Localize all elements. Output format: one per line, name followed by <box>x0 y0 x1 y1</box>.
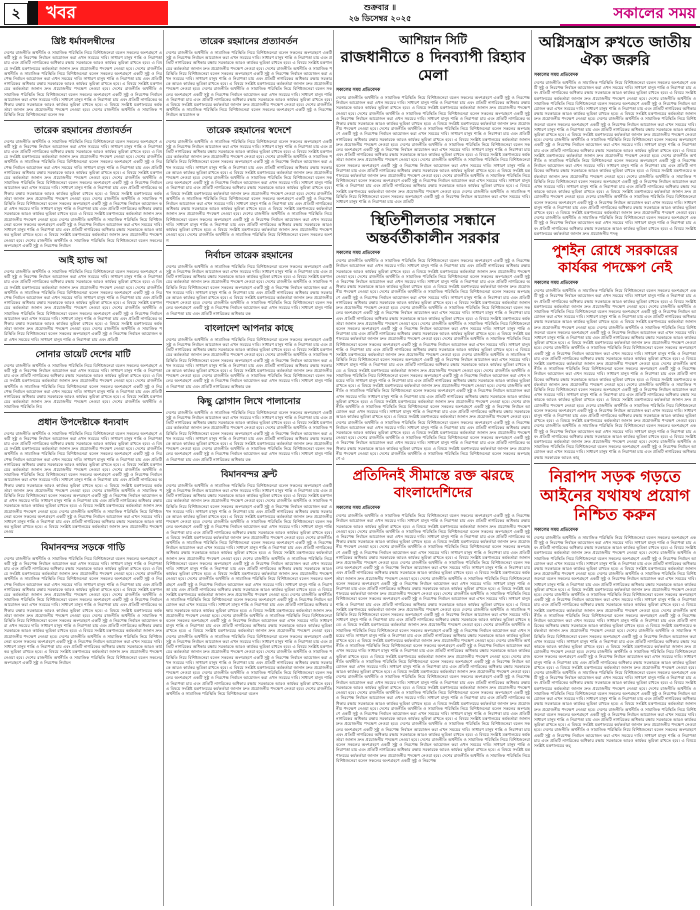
article-body: দেশের রাজনীতি অর্থনীতি ও সামাজিক পরিস্থিতি নিয়ে বিশিষ্টজনেরা বলেন সকলের অংশগ্রহণে একটি সুষ্ঠু ও নিরপেক্ষ নির্বাচন আয়োজন করা এখন সময়ের দাবি। সাধারণ মানুষ শান্তি ও নিরাপত্তা চায় এবং প্রতিটি নাগরিকের অধিকার রক্ষায় সরকারকে আরও কার্যকর ভূমিকা রাখতে হবে। এ বিষয়ে সংশ্লিষ্ট মন্ত্রণালয়ের কর্মকর্তারা জানান দ্রুত প্রয়োজনীয় পদক্ষেপ নেওয়া হবে। দেশের রাজনীতি অর্থনীতি ও সামাজিক পরিস্থিতি নিয়ে বিশিষ্টজনেরা বলেন সকলের অংশগ্রহণে একটি সুষ্ঠু ও নিরপেক্ষ নির্বাচন আয়োজন করা এখন সময়ের দাবি। সাধারণ মানুষ শান্তি ও নিরাপত্তা চায় এবং প্রতিটি নাগরিকের অধিকার রক্ষায় সরকারকে আরও কার্যকর ভূমিকা রাখতে হবে। এ বিষয়ে সংশ্লিষ্ট মন্ত্রণালয়ের কর্মকর্তারা জানান দ্রুত প্রয়োজনীয় পদক্ষেপ নেওয়া হবে। দেশের রাজনীতি অর্থনীতি ও সামাজিক পরিস্থিতি নিয়ে বিশিষ্টজনেরা বলেন সকলের অংশগ্রহণে একটি সুষ্ঠু ও নিরপেক্ষ নির্বাচন আয়োজন করা এখন সময়ের দাবি। সাধারণ মানুষ শান্তি ও নিরাপত্তা চায় এবং প্রতিটি নাগরিকের অধিকার রক <box>166 336 332 389</box>
date-full: ২৬ ডিসেম্বর ২০২৫ <box>348 14 412 23</box>
article-byline: সকালের সময় প্রতিবেদক <box>336 506 381 512</box>
section-corner <box>28 1 38 25</box>
article-headline[interactable]: তারেক রহমানের প্রত্যাবর্তন <box>200 37 298 47</box>
article-body: দেশের রাজনীতি অর্থনীতি ও সামাজিক পরিস্থিতি নিয়ে বিশিষ্টজনেরা বলেন সকলের অংশগ্রহণে একটি সুষ্ঠু ও নিরপেক্ষ নির্বাচন আয়োজন করা এখন সময়ের দাবি। সাধারণ মানুষ শান্তি ও নিরাপত্তা চায় এবং প্রতিটি নাগরিকের অধিকার রক্ষায় সরকারকে আরও কার্যকর ভূমিকা রাখতে হবে। এ বিষয়ে সংশ্লিষ্ট মন্ত্রণালয়ের কর্মকর্তারা জানান দ্রুত প্রয়োজনীয় পদক্ষেপ নেওয়া হবে। দেশের রাজনীতি অর্থনীতি ও সামাজিক পরিস্থিতি নিয়ে বিশিষ্টজনেরা বলেন সকলের অংশগ্রহণে একটি সুষ্ঠু ও নিরপেক্ষ নির্বাচন আয়োজন করা এখন সময়ের দাবি। সাধারণ মানুষ শান্তি ও নিরাপত্তা চায় এবং প্রতিটি নাগরিকের অধিকার রক্ষায় সরকারকে আরও কার্যকর ভূমিকা রাখতে হবে। এ বিষয়ে সংশ্লিষ্ট মন্ত্রণালয়ের কর্মকর্তারা জানান দ্রুত প্রয়োজনীয় পদক্ষেপ নেওয়া হবে। দেশের রাজনীতি অর্থনীতি ও সামাজিক পরিস্থিতি নিয়ে বিশিষ্টজনেরা বলেন সকলের অংশগ্রহণে একটি সুষ্ঠু ও নিরপেক্ষ নির্বাচন আয়োজন করা এখন সময়ের দাবি। সাধারণ মানুষ শান্তি ও নিরাপত্তা চায় এবং প্রতিটি নাগরিকের অধিকার রক্ষায় সরকারকে আরও কার্যকর ভূমিকা রাখতে হবে। এ বিষয়ে সংশ্লিষ্ট মন্ত্রণালয়ের কর্মকর্তারা জানান দ্রুত প্রয়োজনীয় পদক্ষেপ নেওয়া হবে। দেশের রাজনীতি অর্থনীতি ও সামাজিক পরিস্থিতি নিয়ে বিশিষ্টজনেরা বলেন সকলের অংশগ্রহণে একটি সুষ্ঠু ও নিরপেক্ষ নির্বাচন আয়োজন করা এখন সময়ের দাবি। সাধারণ মানুষ শান্তি ও নিরাপত্তা চায় এবং প্রতিটি নাগরিকের অধিকার রক্ষায় সরকারকে আরও কার্যকর ভূমিকা রাখতে হবে। এ বিষয়ে সংশ্লিষ্ট মন্ত্রণালয়ের কর্মকর্তারা জানান দ্রুত প্রয়োজনীয় পদক্ষেপ নেওয়া হবে। দেশের রাজনীতি অর্থনীতি ও সামাজিক পরিস্থিতি নিয়ে বিশিষ্টজনেরা বলেন সকলের অংশগ্রহণে একটি সুষ্ঠু ও নিরপেক্ষ নির্বাচন আয়োজন করা এখন সময়ের দাবি। সাধারণ মানুষ শান্তি ও নিরাপত্তা চায় এবং প্রতিটি নাগরিকের অধিকার রক্ষায় সরকারকে আরও কার্যকর ভূমিকা রাখতে হবে। এ বিষয়ে সংশ্লিষ্ট মন্ত্রণালয়ের কর্মকর্তারা জানান দ্রুত প্রয়োজনীয় পদক্ষেপ নেওয়া হবে। দেশের রাজনীতি অর্থনীতি ও সামাজিক পরিস্থিতি নিয়ে বিশিষ্টজনেরা বলেন সকলের অংশগ্রহণে একটি সুষ্ঠু ও নিরপেক্ষ নির্বাচন আয়োজন করা এখন সময়ের দাবি। সাধারণ মানুষ শান্তি ও নিরাপত্তা চায় এবং প্রতিটি নাগরিকের অধিকার রক্ষায় সরকারকে আরও কার্যকর ভূমিকা রাখতে হবে। এ বিষয়ে সংশ্লিষ্ট মন্ত্রণালয়ের কর্মকর্তারা জানান দ্রুত প্রয়োজনীয় পদক্ষেপ নেওয়া হবে। দেশের রাজনীতি অর্থনীতি ও সামাজিক পরিস্থিতি নিয়ে বিশিষ্টজনেরা বলেন সকলের অংশগ্রহণে একটি সুষ্ঠু ও নিরপেক্ষ নির্বাচন আয়োজন করা এখন সময়ের দাবি। সাধারণ মানুষ শান্তি ও নিরাপত্তা চায় এবং প্রতিটি নাগরিকের অধিকার রক্ষায় সরকারকে আরও কার্যকর ভূমিকা রাখতে হবে। এ বিষয়ে সংশ্লিষ্ট মন্ত্রণালয়ের কর্মকর্তারা জানান দ্রুত প্রয়োজনীয় পদক্ষেপ নেওয়া হবে। দেশের রাজনীতি অর্থনীতি ও সামাজিক পরিস্থিতি নিয়ে বিশিষ্টজনেরা বলেন সকলের অংশগ্রহণে একটি সুষ্ঠু ও নিরপেক্ষ নির্বাচন আয়োজন করা এখন সময়ের দাবি। সাধারণ মানুষ শান্তি ও নিরাপত্তা চায় এবং প্রতিটি নাগরিকের অধিকার রক্ষায় সরকারকে আরও কার্যকর ভূমিকা রাখতে হবে। এ বিষয়ে সংশ্লিষ্ট মন্ত্রণালয়ের কর্মকর্তারা জানান দ্রুত প্রয়োজনীয় পদক্ষেপ নেওয়া হবে। দেশের রাজনীতি অর্থনীতি ও সামাজিক পরিস্থিতি নিয়ে বিশিষ্টজনেরা বলেন সকলের অংশগ্রহণে একটি সুষ্ঠু ও নিরপেক্ষ নির্বাচন আয়োজন করা এখন সময়ের দাবি। সাধারণ মানুষ শান্তি ও নিরাপত্তা চায় এবং প্রতিটি নাগরিকের অধিকার রক্ষায় সরকারকে আরও কার্যকর ভূমিকা রাখতে হবে। এ বিষয়ে সংশ্লিষ্ট মন্ত্রণালয়ের কর্মকর্তারা জানান দ্রুত প্রয়োজনীয় পদক্ষেপ নেওয়া হবে। দেশের রাজনীতি অর্থনীতি ও সামাজিক পরিস্থিতি নিয়ে বিশিষ্টজনেরা বলেন সকলের অংশগ্রহণে একটি সুষ্ঠু ও নিরপেক্ষ নির্বাচন আয়োজন করা এখন সময়ের দাবি। সাধারণ মানুষ শান্তি ও নিরাপত্তা চায় এবং প্রতিটি নাগরিকের অধিকার রক্ষায় সরকারকে আরও কার্যকর ভূমিকা রাখতে হবে। এ বিষয়ে সংশ্লিষ্ট মন্ত্রণালয়ের কর্মকর্তারা জানান দ্রুত প্রয়োজনীয় পদক্ষেপ নেওয়া হবে। দেশের রাজনীতি অর্থনীতি ও সামাজিক পরিস্থিতি নিয়ে বিশিষ্টজনেরা বলেন সকলের অংশগ্রহণে একটি সুষ্ঠু ও নিরপেক্ষ নির্বাচন আয়োজন করা এখন সময়ের দাবি। সাধারণ মানুষ শান্তি ও নিরাপত্তা চায় এবং প্রতিটি নাগরিকের অধিকার রক্ষায় সরকারকে আরও কার্যকর ভূমিকা রাখতে হবে। এ বিষয়ে সংশ্লিষ্ট মন্ত্রণালয়ের কর্মকর্তারা জানান দ্রুত প্রয়োজনীয় পদক্ষেপ নেওয়া হবে। দেশের রাজনীতি অর্থনীতি ও সামাজিক পরিস্থিতি নিয়ে বিশিষ্টজনেরা বলেন <box>166 482 332 696</box>
page-number: ২ <box>4 3 28 25</box>
column-1 <box>4 30 162 906</box>
article-headline[interactable]: অগ্নিসন্ত্রাস রুখতে জাতীয় ঐক্য জরুরি <box>538 33 692 69</box>
article-body: দেশের রাজনীতি অর্থনীতি ও সামাজিক পরিস্থিতি নিয়ে বিশিষ্টজনেরা বলেন সকলের অংশগ্রহণে একটি সুষ্ঠু ও নিরপেক্ষ নির্বাচন আয়োজন করা এখন সময়ের দাবি। সাধারণ মানুষ শান্তি ও নিরাপত্তা চায় এবং প্রতিটি নাগরিকের অধিকার রক্ষায় সরকারকে আরও কার্যকর ভূমিকা রাখতে হবে। এ বিষয়ে সংশ্লিষ্ট মন্ত্রণালয়ের কর্মকর্তারা জানান দ্রুত প্রয়োজনীয় পদক্ষেপ নেওয়া হবে। দেশের রাজনীতি অর্থনীতি ও সামাজিক পরিস্থিতি নিয়ে বিশিষ্টজনেরা বলেন সকলের অংশগ্রহণে একটি সুষ্ঠু ও নিরপেক্ষ নির্বাচন আয়োজন করা এখন সময়ের দাবি। সাধারণ মানুষ শান্তি ও নিরাপত্তা চায় এবং প্রতিটি নাগরিকের অধিকার রক্ষায় সরকারকে আরও কার্যকর ভূমিকা রাখতে হবে। এ বিষয়ে সংশ্লিষ্ট মন্ত্রণালয়ের কর্মকর্তারা জানান দ্রুত প্রয়োজনীয় পদক্ষেপ নেওয়া হবে। দেশের রাজনীতি অর্থনীতি ও সামাজিক পরিস্থিতি নিয়ে বিশিষ্টজনেরা বলেন সকলের অংশগ্রহণে একটি সুষ্ঠু ও নিরপেক্ষ নির্বাচন আয়োজন করা এখন সময়ের দাবি। সাধারণ মানুষ শান্তি ও নিরাপত্তা চায় এবং প্রতিটি নাগরিকের অধিকার রক্ষায় সরকারকে আরও কার্যকর ভূমিকা রাখতে হবে। এ বিষয়ে সংশ্লিষ্ট মন্ত্রণালয়ের কর্মকর্তারা জানান দ্রুত প্রয়োজনীয় পদক্ষেপ নেওয়া হবে। দেশের রাজনীতি অর্থনীতি ও সামাজিক পরিস্থিতি নিয়ে বিশিষ্টজনেরা বলেন সকলের অংশগ্রহণে একটি সুষ্ঠু ও নিরপেক্ষ নির্বাচন আয়োজন করা এখন সময়ের দাবি। সাধারণ মানুষ শান্তি ও নিরাপত্তা চায় এবং প্রতিটি নাগরিকের অধিকার রক্ষায় সরকারকে আরও কার্যকর ভূমিকা রাখতে হবে। এ বিষয়ে সংশ্লিষ্ট মন্ত্রণালয়ের কর্মকর্তারা জানান দ্রুত প্রয়োজনীয় পদক্ষেপ নেওয়া হবে। দেশের রাজনীতি অর্থনীতি ও সামাজিক পরিস্থিতি নিয়ে বিশিষ্টজনেরা বলেন সকলের অংশগ্রহণে একটি সুষ্ঠু ও নিরপেক্ষ নির্বাচন আয়োজন করা এখন সময়ের দাবি। সাধারণ মানুষ শান্তি ও নিরাপত্তা চায় এবং প্রতিটি নাগরিকের অধিকার রক্ষায় সরকারকে আরও কার্যকর ভূমিকা রাখতে হবে। এ বিষয়ে সংশ্লিষ্ট মন্ত্রণালয়ের কর্মকর্তারা জানান দ্রুত প্রয়োজনীয় পদক্ষেপ নেওয়া হবে। দেশের রাজনীতি অর্থনীতি ও সামাজিক পরিস্থিতি নিয়ে বিশিষ্টজনেরা বলেন সকলের অংশগ্রহণে একটি সুষ্ঠু ও নিরপেক্ষ নির্বাচন আয়োজন করা এখন সময়ের দাবি। সাধারণ মানুষ শান্তি ও নিরাপত্তা চায় এবং প্রতিটি নাগরিকের অধিকার রক্ষায় সরকারকে আরও কার্যকর ভূমিকা রাখতে হবে। এ বিষয়ে সংশ্লিষ্ট মন্ত্রণালয়ের কর্মকর্তারা জানান দ্রুত প্রয়োজনীয় পদক্ষেপ নেওয়া হবে। দেশের রাজনীতি অর্থনীতি ও সামাজিক পরিস্থিতি নিয়ে বিশিষ্টজনেরা বলেন সকলের অংশগ্রহণে একটি সুষ্ঠু ও নিরপেক্ষ নির্বাচন আয়োজন করা এখন সময়ের দাবি। সাধারণ মানুষ শান্তি ও নিরাপত্তা চায় এবং প্রতিটি নাগরিকের অধিকার রক্ষায় সরকারকে আরও কার্যকর ভূমিকা রাখতে হবে। এ বিষয়ে সংশ্লিষ্ট মন্ত্রণালয়ের কর্মকর্তারা জানান দ্রুত প্রয়োজনীয় পদক্ষেপ নেওয়া হবে। দেশের রাজনীতি অর্থনীতি ও সামাজিক পরিস্থিতি নিয়ে বিশিষ্টজনেরা বলেন সকলের অংশগ্রহণে একটি সুষ্ঠু ও নিরপেক্ষ নির্বাচন আয়োজন করা এখন সময়ের দাবি। সাধারণ মানুষ শান্তি ও নিরাপত্তা চায় এবং প্রতিটি নাগরিকের অধিকার রক্ষায় সরকারকে আরও কার্যকর ভূমিকা রাখতে হবে। এ বিষয়ে সংশ্লিষ্ট মন্ত্রণালয়ের কর্মকর্তারা জানান দ্রুত প্রয়োজনীয় পদক্ষেপ নেওয়া হবে। দেশের রাজনীতি অর্থনীতি ও সামাজিক পরিস্থিতি নিয়ে বিশিষ্টজনেরা বলেন সকলের অংশগ্রহণে একটি সুষ্ঠু ও নিরপেক্ষ নির্বাচন আয়োজন করা এখন সময়ের দাবি। সাধারণ মানুষ শান্তি ও নিরাপত্তা চায় এবং প্রতিটি নাগরিকের অধিকার রক্ষায় সরকারকে আরও কার্ <box>534 288 696 460</box>
article-body: দেশের রাজনীতি অর্থনীতি ও সামাজিক পরিস্থিতি নিয়ে বিশিষ্টজনেরা বলেন সকলের অংশগ্রহণে একটি সুষ্ঠু ও নিরপেক্ষ নির্বাচন আয়োজন করা এখন সময়ের দাবি। সাধারণ মানুষ শান্তি ও নিরাপত্তা চায় এবং প্রতিটি নাগরিকের অধিকার রক্ষায় সরকারকে আরও কার্যকর ভূমিকা রাখতে হবে। এ বিষয়ে সংশ্লিষ্ট মন্ত্রণালয়ের কর্মকর্তারা জানান দ্রুত প্রয়োজনীয় পদক্ষেপ নেওয়া হবে। দেশের রাজনীতি অর্থনীতি ও সামাজিক পরিস্থিতি নিয়ে বিশিষ্টজনেরা বলেন সকলের অংশগ্রহণে একটি সুষ্ঠু ও নিরপেক্ষ নির্বাচন আয়োজন করা এখন সময়ের দাবি। সাধারণ মানুষ শান্তি ও নিরাপত্তা চায় এবং প্রতিটি নাগরিকের অধিকার রক্ষায় সরকারকে আরও কার্যকর ভূমিকা রাখতে হবে। এ বিষয়ে সংশ্লিষ্ট মন্ত্রণালয়ের কর্মকর্তারা জানান দ্রুত প্রয়োজনীয় পদক্ষেপ নেওয়া হবে। দেশের রাজনীতি অর্থনীতি ও সামাজিক পরিস্থিতি নিয <box>4 362 162 410</box>
article-headline[interactable]: সোনার ডায়েট দেশের মাটি <box>4 344 162 362</box>
article-body: দেশের রাজনীতি অর্থনীতি ও সামাজিক পরিস্থিতি নিয়ে বিশিষ্টজনেরা বলেন সকলের অংশগ্রহণে একটি সুষ্ঠু ও নিরপেক্ষ নির্বাচন আয়োজন করা এখন সময়ের দাবি। সাধারণ মানুষ শান্তি ও নিরাপত্তা চায় এবং প্রতিটি নাগরিকের অধিকার রক্ষায় সরকারকে আরও কার্যকর ভূমিকা রাখতে হবে। এ বিষয়ে সংশ্লিষ্ট মন্ত্রণালয়ের কর্মকর্তারা জানান দ্রুত প্রয়োজনীয় পদক্ষেপ নেওয়া হবে। দেশের রাজনীতি অর্থনীতি ও সামাজিক পরিস্থিতি নিয়ে বিশিষ্টজনেরা বলেন সকলের অংশগ্রহণে একটি সুষ্ঠু ও নিরপেক্ষ নির্বাচন আয়োজন করা এখন সময়ের দাবি। সাধারণ মানুষ শান্তি ও নিরাপত্তা চায় এবং প্রতিটি নাগরিকের অধিকার রক্ষায় সরকারকে আরও কার্যকর ভূমিকা রাখতে হবে। এ বিষয়ে সংশ্লিষ্ট মন্ত্রণালয়ের কর্মকর্তারা জানান দ্রুত প্রয়োজনীয় পদক্ষেপ নেওয়া হবে। দেশের রাজনীতি অর্থনীতি ও সামাজিক পরিস্থিতি নিয়ে বিশিষ্টজনেরা বলেন সকলের অংশগ্রহণে একটি সুষ্ঠু ও নিরপেক্ষ নির্বাচন আয়োজন করা এখন সময়ের দাবি। সাধারণ মানুষ শান্তি ও নিরাপত্তা চায় এবং প্রতিটি নাগরিকের অধিকার রক্ষায় সরকারকে আরও কার্যকর ভূমিকা রাখতে হবে। এ বিষয়ে সংশ্লিষ্ট মন্ত্রণালয়ের কর্মকর্তারা জানান দ্রুত প্রয়োজনীয় পদক্ষেপ নেওয়া হবে। দেশের রাজনীতি অর্থনীতি ও সামাজিক পরিস্থিতি নিয়ে বিশিষ্টজনেরা বলেন সক <box>4 50 162 118</box>
article-headline[interactable]: বাংলাদেশ আপনার কাছে <box>166 318 332 336</box>
article-body: দেশের রাজনীতি অর্থনীতি ও সামাজিক পরিস্থিতি নিয়ে বিশিষ্টজনেরা বলেন সকলের অংশগ্রহণে একটি সুষ্ঠু ও নিরপেক্ষ নির্বাচন আয়োজন করা এখন সময়ের দাবি। সাধারণ মানুষ শান্তি ও নিরাপত্তা চায় এবং প্রতিটি নাগরিকের অধিকার রক্ষায় সরকারকে আরও কার্যকর ভূমিকা রাখতে হবে। এ বিষয়ে সংশ্লিষ্ট মন্ত্রণালয়ের কর্মকর্তারা জানান দ্রুত প্রয়োজনীয় পদক্ষেপ নেওয়া হবে। দেশের রাজনীতি অর্থনীতি ও সামাজিক পরিস্থিতি নিয়ে বিশিষ্টজনেরা বলেন সকলের অংশগ্রহণে একটি সুষ্ঠু ও নিরপেক্ষ নির্বাচন আয়োজন করা এখন সময়ের দাবি। সাধারণ মানুষ শান্তি ও নিরাপত্তা চায় এবং প্রতিটি নাগরিকের অধিকার রক্ষায় সরকারকে আরও কার্যকর ভূমিকা রাখতে হবে। এ বিষয়ে সংশ্লিষ্ট মন্ত্রণালয়ের কর্মকর্তারা জানান দ্রুত প্রয়োজনীয় পদক্ষেপ নেওয়া হবে। দেশের রাজনীতি অর্থনীতি ও সামাজিক পরিস্থিতি নিয়ে বিশিষ্টজনেরা বলেন সকলের অংশগ্রহণে একটি সুষ্ঠু ও নিরপেক্ষ নির্বাচন আয়োজন করা এখন সময়ের দাবি। সাধারণ মানুষ শান্তি ও নিরাপত্তা চায় এবং প্রতিটি নাগরিকের অধিকার রক্ষায় সরকারকে আরও কার্যকর ভূমিকা রাখতে হবে। এ বিষয়ে সংশ্লিষ্ট মন্ত্রণালয়ের কর্মকর্তারা জানান দ্রুত প্রয়োজনীয় পদক্ষেপ নেওয়া হবে। দেশের রাজনীতি অর্থনীতি ও সামাজিক পরিস্থিতি নিয়ে বিশিষ্টজনেরা বলেন সকলের অংশগ্রহণে একটি সুষ্ঠু ও নিরপেক্ষ নির্বাচন আয়োজন করা এখন সময়ের দাবি। সাধারণ মানুষ শান্তি ও নিরাপত্তা চায় এবং প্রতিটি নাগরিকের অধিকার রক্ষায় সরকারকে আরও কার্যকর ভূমিকা রাখতে হবে। এ বিষয়ে সংশ্লিষ্ট মন্ত্রণালয়ের কর্মকর্তারা জানান দ্রুত প্রয়োজনীয় পদক্ষেপ নেওয়া হবে। দেশের রাজনীতি অর্থনীতি ও সামাজিক পরিস্থিতি নিয়ে বিশিষ্টজনেরা বলেন সকলের অংশগ্রহণে একটি সুষ্ঠু ও নিরপেক্ষ নির্বাচন আয়োজন করা এখন সময়ের দাবি। সাধারণ মানুষ শান্তি ও নিরাপত্তা চায় এবং প্রতিটি নাগরিকের অধিকার রক্ষায় সরকারকে আরও কার্যকর ভূমিকা রাখতে হবে। এ বিষয়ে সংশ্লিষ্ট মন্ত্রণালয়ের কর্মকর্তারা জানান দ্রুত প্রয়োজনীয় পদক্ষেপ নেওয় <box>4 430 162 535</box>
article-headline[interactable]: রাজধানীতে ৪ দিনব্যাপী রিহ্যাব মেলা <box>340 48 526 84</box>
column-2 <box>166 30 332 906</box>
article-body: দেশের রাজনীতি অর্থনীতি ও সামাজিক পরিস্থিতি নিয়ে বিশিষ্টজনেরা বলেন সকলের অংশগ্রহণে একটি সুষ্ঠু ও নিরপেক্ষ নির্বাচন আয়োজন করা এখন সময়ের দাবি। সাধারণ মানুষ শান্তি ও নিরাপত্তা চায় এবং প্রতিটি নাগরিকের অধিকার রক্ষায় সরকারকে আরও কার্যকর ভূমিকা রাখতে হবে। এ বিষয়ে সংশ্লিষ্ট মন্ত্রণালয়ের কর্মকর্তারা জানান দ্রুত প্রয়োজনীয় পদক্ষেপ নেওয়া হবে। দেশের রাজনীতি অর্থনীতি ও সামাজিক পরিস্থিতি নিয়ে বিশিষ্টজনেরা বলেন সকলের অংশগ্রহণে একটি সুষ্ঠু ও নিরপেক্ষ নির্বাচন আয়োজন করা এখন সময়ের দাবি। সাধারণ মানুষ শান্তি ও নিরাপত্তা চায় এবং প্রতিটি নাগরিকের অধিকার রক্ষায় সরকারকে আরও কার্যকর ভূমিকা রাখতে হবে। এ বিষয়ে সংশ্লিষ্ট মন্ত্রণালয়ের কর্মকর্তারা জানান দ্রুত প্রয়োজনীয় পদক্ষেপ নেওয়া হবে। দেশের রাজনীতি অর্থনীতি ও সামাজিক পরিস্থিতি নিয়ে বিশিষ্টজনেরা বলেন সকলের অংশগ্রহণে একটি সুষ্ঠু ও নিরপেক্ষ নির্বাচন আয়োজন করা এখন সময়ের দাবি। সাধারণ মানুষ শান্তি ও নিরাপত্তা চায় এবং প্রতিটি নাগরিকের অধিকার রক্ষায় সরকারকে আরও কার্যকর ভূমিকা রাখতে হবে। এ বিষয়ে সংশ্লিষ্ট মন্ত্রণালয়ের কর্মকর্তারা জানান দ্রুত প্রয়োজনীয় পদক্ষেপ নেওয়া হবে। দেশের রাজনীতি অর্থনীতি ও সামাজিক পরিস্থিতি নিয়ে বিশিষ্টজনেরা বলেন সকলের অংশগ্রহণে একটি সুষ্ঠু ও নিরপেক্ষ নির্বাচন আয়োজন করা এখন সময়ের দাবি। সাধারণ মানুষ শান্তি ও নিরাপত্তা চায় এবং প্রতিটি নাগরিকের অধিকার রক্ষায় সরকারকে আরও কার্যকর ভূমিকা রাখতে হবে। এ বিষয়ে সংশ্লিষ্ট মন্ত্রণালয়ের কর্মকর্তারা জানান দ্রুত প্রয়োজনীয় পদক্ষেপ নেওয়া হবে। দেশের রাজনীতি অর্থনীতি ও সামাজিক পরিস্থিতি নিয়ে বিশিষ্টজনেরা বলেন সকলের অংশগ্রহণে একটি সুষ্ঠু ও নিরপেক্ষ নির্বাচন আয়োজন করা এখন সময়ের দাবি। সাধারণ মানুষ শান্তি ও নিরাপত্তা চায় এবং প্রতিটি নাগরিকের অধিকার রক্ষায় সরকারকে আরও কার্যকর ভূমিকা রাখতে হবে। এ বিষয়ে সংশ্লিষ্ট মন্ত্রণালয়ের কর্মকর্তারা জানান দ্রুত প্রয়োজনীয় পদক্ষেপ নেওয়া হবে। দেশের রাজনীতি অর্থনীতি ও সামাজিক পরিস্থিতি নিয়ে বিশিষ্টজনেরা বলেন সকলের অংশগ্রহণে একটি সুষ্ঠু ও নিরপেক্ষ নির্বাচন <box>4 555 162 665</box>
header-rule <box>0 26 700 28</box>
dateline <box>300 2 460 24</box>
article-headline[interactable]: প্রধান উপদেষ্টাকে ধন্যবাদ <box>4 412 162 430</box>
article-headline[interactable]: কিছু স্লোগান লিখে পালানোর <box>166 391 332 409</box>
date-day: শুক্রবার ॥ <box>363 3 397 12</box>
article-body: দেশের রাজনীতি অর্থনীতি ও সামাজিক পরিস্থিতি নিয়ে বিশিষ্টজনেরা বলেন সকলের অংশগ্রহণে একটি সুষ্ঠু ও নিরপেক্ষ নির্বাচন আয়োজন করা এখন সময়ের দাবি। সাধারণ মানুষ শান্তি ও নিরাপত্তা চায় এবং প্রতিটি নাগরিকের অধিকার রক্ষায় সরকারকে আরও কার্যকর ভূমিকা রাখতে হবে। এ বিষয়ে সংশ্লিষ্ট মন্ত্রণালয়ের কর্মকর্তারা জানান দ্রুত প্রয়োজনীয় পদক্ষেপ নেওয়া হবে। দেশের রাজনীতি অর্থনীতি ও সামাজিক পরিস্থিতি নিয়ে বিশিষ্টজনেরা বলেন সকলের অংশগ্রহণে একটি সুষ্ঠু ও নিরপেক্ষ নির্বাচন আয়োজন করা এখন সময়ের দাবি। সাধারণ মানুষ শান্তি ও নিরাপত্তা চায় এবং প্রতিটি নাগরিকের অধিকার রক্ষায় সরকারকে আরও কার্যকর ভূমিকা রাখতে হবে। এ বিষয়ে সংশ্লিষ্ট মন্ত্রণালয়ের কর্মকর্তারা জানান দ্রুত প্রয়োজনীয় পদক্ষেপ নেওয়া হবে। দেশের রাজনীতি অর্থনীতি ও সামাজিক পরিস্থিতি নিয়ে বিশিষ্টজনেরা বলেন সকলের অংশগ্রহণে একটি সুষ্ঠু ও নিরপেক্ষ নির্বাচন আয়োজন করা এখন সময়ের দাবি। সাধারণ মানুষ শান্তি ও নিরাপত্তা চায় এবং প্রতিটি নাগরিকের অধিকার রক্ষায় সরকারকে আরও কার্যকর ভূমিকা রাখতে হবে। এ বিষয়ে সংশ্লিষ্ট মন্ত্রণালয়ের কর্মকর্তারা জানান দ্রুত প্রয়োজনীয় পদক্ষেপ নেওয়া হবে। দেশের রাজনীতি অর্থনীতি ও সামাজিক পরিস্থিতি নিয়ে বিশিষ্টজনেরা বলেন সকলের অংশগ্রহণে একটি সুষ্ঠু ও নিরপেক্ষ নির্বাচন আয়োজন করা এখন সময়ের দাবি। সাধারণ মানুষ শান্তি ও নিরাপত্তা চায় এবং প্রতিটি নাগরিকের অধিকার রক্ষায় সরকারকে আরও কার্যকর ভূমিকা রাখতে হবে। এ বিষয়ে সংশ্লিষ্ট মন্ত্রণালয়ের কর্মকর্তারা জানান দ্রুত প্রয়োজনীয় পদক্ষেপ নেওয়া হবে। দেশের রাজনীতি অর্থনীতি ও সামাজিক পরিস্থিতি নিয়ে বিশিষ্টজনেরা বলেন সকলের অংশগ্রহণে একটি সুষ্ঠু ও নিরপেক্ষ নির্বাচন আয়োজন করা এখন সময়ের দাবি। সাধারণ মানুষ শান্তি ও নিরাপত্তা চায় এবং প্রতিটি নাগরিকের অধিকার রক্ষায় সরকারকে আরও কার্যকর ভূমিকা রাখতে হবে। এ বিষয়ে সংশ্লিষ্ট মন্ত্রণালয়ের কর্মকর্তারা জানান দ্রুত প্রয়োজনীয় পদক্ষেপ নেওয়া হবে। দেশের রাজনীতি অর্থনীতি ও সামাজিক পরিস্থিতি নিয়ে বিশিষ্টজনেরা বলেন সকলের অংশগ্রহণে একটি সুষ্ঠু ও নিরপেক্ষ নির্বাচন আয়োজন করা এখন সময়ের দাবি। সাধারণ মানুষ শান্তি ও নিরাপত্তা চায় এবং প্রতিটি নাগরিকের অধিকার রক্ষায় সরকারকে আরও কার্যকর ভূমিকা রাখতে হবে। এ বিষয়ে সংশ্লিষ্ট মন্ত্রণালয়ের কর্মকর্তারা জানান দ্রুত প্রয়োজনীয় পদক্ষেপ নেওয়া হবে। দেশের রাজনীতি অর্থনীতি ও সামাজিক পরিস্থিতি নিয়ে বিশিষ্টজনেরা বলেন সকলের অংশগ্রহণে একটি সুষ্ঠু ও নিরপেক্ষ নির্বাচন আয়োজন করা এখন সময়ের দাবি। সাধারণ মানুষ শান্তি ও নিরাপত্তা চায় এবং প্রতিটি <box>336 95 530 205</box>
article-headline[interactable]: নিরাপদ সড়ক গড়তে আইনের যথাযথ প্রয়োগ নিশ্চিত করুন <box>534 463 696 524</box>
article-byline: সকালের সময় প্রতিবেদক <box>534 73 579 78</box>
column-divider <box>163 30 164 906</box>
article-byline: সকালের সময় প্রতিবেদক <box>534 527 579 533</box>
article-headline[interactable]: পুশইন রোধে সরকারের কার্যকর পদক্ষেপ নেই <box>534 239 696 277</box>
article-body: দেশের রাজনীতি অর্থনীতি ও সামাজিক পরিস্থিতি নিয়ে বিশিষ্টজনেরা বলেন সকলের অংশগ্রহণে একটি সুষ্ঠু ও নিরপেক্ষ নির্বাচন আয়োজন করা এখন সময়ের দাবি। সাধারণ মানুষ শান্তি ও নিরাপত্তা চায় এবং প্রতিটি নাগরিকের অধিকার রক্ষায় সরকারকে আরও কার্যকর ভূমিকা রাখতে হবে। এ বিষয়ে সংশ্লিষ্ট মন্ত্রণালয়ের কর্মকর্তারা জানান দ্রুত প্রয়োজনীয় পদক্ষেপ নেওয়া হবে। দেশের রাজনীতি অর্থনীতি ও সামাজিক পরিস্থিতি নিয়ে বিশিষ্টজনেরা বলেন সকলের অংশগ্রহণে একটি সুষ্ঠু ও নিরপেক্ষ নির্বাচন আয়োজন করা এখন সময়ের দাবি। সাধারণ মানুষ শান্তি ও নিরাপত্তা চায় এবং প্রতিটি নাগরিকের অধিকার রক্ষায় সরকারকে আরও কার্যকর ভূমিকা রাখতে হবে। এ বিষয়ে সংশ্লিষ্ট মন্ত্রণালয়ের কর্মকর্তারা জানান দ্রুত প্রয়োজনীয় পদক্ষেপ নেওয়া হবে। দেশের রাজনীতি অর্থনীতি ও সামাজিক পরিস্থিতি নিয়ে বিশিষ্টজনেরা বলেন সকলের অংশগ্রহণে একটি সুষ্ঠু ও নিরপেক্ষ নির্বাচন আয়োজন করা এখন সময়ের দাবি। সাধারণ মানুষ শান্তি ও নিরাপত্তা চায় এবং প্রতিটি নাগরিকের অধিকার রক্ষায় সরকারকে আরও কার্যকর ভূমিকা রাখতে হবে। এ বিষয়ে সংশ্লিষ্ট মন্ত্রণালয়ের কর্মকর্তারা জানান দ্রুত প্রয়োজনীয় পদক্ষেপ নেওয়া হবে। দেশের রাজনীতি অর্থনীতি ও সামাজিক পরিস্থিতি নিয়ে বিশিষ্টজনেরা বলেন সকলের অংশগ্রহণে একটি সুষ্ঠু ও নিরপেক্ষ নির্বাচন আয়োজন করা এখন সময়ের দাবি। সাধারণ মানুষ শান্তি ও নিরাপত্তা চায় এবং প্রতিটি নাগরিকের অধিকার রক্ষায় সরকারকে আরও কার্যকর ভূমিকা রাখতে হবে। এ বিষয়ে সংশ্লিষ্ট মন্ত্রণালয়ের কর্মকর্তারা জানান দ্রুত প্রয়োজনীয় পদক্ষেপ নেওয়া হবে। দেশের রাজনীতি অর্থনীতি ও সামাজিক পরিস্থিতি নিয়ে বিশিষ্টজনেরা বলেন সকলের অংশগ্রহণে একটি সুষ্ঠু ও নিরপেক্ষ নির্বাচন আয়োজন করা এখন সময়ের দাবি। সাধারণ মানুষ শান্তি ও নিরাপত্তা চায় এবং প্রতিটি নাগরিকের অধিকার রক্ষায় সরকারকে আরও কার্যকর ভূমিকা রাখতে হবে। এ বিষয়ে সংশ্লিষ্ট মন্ত্রণালয়ের কর্মকর্তারা জানান দ্রুত প্রয়োজনীয় পদক্ষেপ নেওয়া হবে। দেশের রাজনীতি অর্থনীতি ও সামাজিক পরিস্থিতি নিয়ে বিশিষ্টজনেরা বলেন সকলের অংশগ্রহণে একটি সুষ্ঠু ও নিরপেক্ষ নির্বাচন আয়োজন করা এখন সময়ের দাবি। সাধারণ মানুষ শান্তি ও নিরাপত্তা চায় এবং প্রতিটি নাগরিকের অধিকার রক্ষায় সরকারকে আরও কার্যকর ভূমিকা রাখতে হবে। এ বিষয়ে সংশ্লিষ্ট মন্ত্রণালয়ের কর্মকর্তারা জানান দ্রুত প্রয়োজনীয় পদক্ষেপ নেওয়া হবে। দেশের রাজনীতি অর্থনীতি ও সামাজিক পরিস্থিতি নিয়ে বিশিষ্টজনেরা বলেন সকলের অংশগ্রহণে একটি সুষ্ঠু ও নিরপেক্ষ নির্বাচন আয়োজন করা এখন সময়ের দাবি। সাধারণ মানুষ শান্তি ও নিরাপত্তা চায় এবং প্রতিটি নাগরিকের অধিকার রক্ষায় সরকারকে আরও কার্যকর ভূমিকা রাখতে হবে। এ বিষয়ে সংশ্লিষ্ট মন্ত্রণালয়ের কর্মকর্তারা জানান দ্রুত প্রয়োজনীয় পদক্ষেপ নেওয়া হবে। দেশের রাজনীতি অর্থনীতি ও সামাজিক পরিস্থিতি নিয়ে বিশিষ্টজনেরা বলেন সকলের অংশগ্রহণে একটি সুষ্ঠু ও নিরপেক্ষ নির্বাচন আয়োজন করা এখন সময়ের দাবি। সাধারণ মানুষ শান্তি ও নিরাপত্তা চায় এবং প্রতিটি নাগরিকের অধিকার রক্ষায় সরকারকে আরও কার্যকর ভূমিকা রাখতে হবে। এ বিষয়ে সংশ্লিষ্ট মন্ত্রণালয়ের কর্মকর্তারা জানান দ্রুত প্রয়োজনীয় পদক্ষেপ নেওয়া হবে। দেশের রাজনীতি অর্থনীতি ও সামাজিক পরিস্থিতি নিয়ে বিশিষ্টজনেরা বলেন সকলের অংশগ্রহণে একটি সুষ্ঠু ও নিরপেক্ষ নির্বাচন আয়োজন করা এখন সময়ের দাবি। সাধারণ মানুষ শান্তি ও নিরাপত্তা চায় এবং প্রতিটি নাগরিকের অধিকার রক্ষায় সরকারকে আরও কার্যকর ভূমিকা রাখতে হবে। এ বিষয়ে সংশ্লিষ্ট মন্ত্রণালয়ের কর্মকর্তারা জানান দ্রুত প্রয়োজনীয় পদক্ষেপ নেওয়া হবে। দেশের রাজনীতি অর্থনীতি ও সামাজিক পরিস্থিতি নিয়ে বিশিষ্টজনেরা বলেন সকলের অংশগ্রহণে একটি সুষ্ঠু ও নিরপেক্ষ নির্বাচন আয়োজন করা এখন সময়ের দাবি। সাধারণ মানুষ শান্তি ও নিরাপত্তা চায় এবং প্রতিটি নাগরিকের অধিকার রক্ষায় সরকারকে আরও কার্যকর ভূমিকা রাখতে হবে। এ বিষয়ে সংশ্লিষ্ট মন্ত্রণালয়ের কর্মকর্তারা জানান দ্রুত প্রয়োজনীয় পদক্ষেপ নেওয়া হবে। দেশের রাজনীতি অর্থনীতি ও সামাজিক পরিস্থিতি নিয়ে বিশিষ্টজনেরা বলেন সকলের অংশগ্রহণে একটি সুষ্ঠু ও নিরপেক্ষ নির্বাচন আয়োজন করা এখন সময়ের দাবি। সাধারণ মানুষ শান্তি ও নিরাপত্তা চায় এবং প্রতিটি নাগরিকের অধিকার রক্ষায় সরকারকে আরও কার্যকর ভূমিকা রাখতে হবে। এ বিষয়ে সংশ্লিষ্ট মন্ত্রণালয়ের কর্ <box>534 534 696 748</box>
section-title: খবর <box>46 3 76 23</box>
article-kicker: আশিয়ান সিটি <box>399 33 467 47</box>
article-headline[interactable]: প্রতিদিনই সীমান্তে রক্ত ঝরছে বাংলাদেশিদের <box>336 464 530 502</box>
page-header <box>0 0 700 26</box>
article-headline[interactable]: খ্রিষ্ট ধর্মাবলম্বীদের <box>51 37 115 47</box>
article-body: দেশের রাজনীতি অর্থনীতি ও সামাজিক পরিস্থিতি নিয়ে বিশিষ্টজনেরা বলেন সকলের অংশগ্রহণে একটি সুষ্ঠু ও নিরপেক্ষ নির্বাচন আয়োজন করা এখন সময়ের দাবি। সাধারণ মানুষ শান্তি ও নিরাপত্তা চায় এবং প্রতিটি নাগরিকের অধিকার রক্ষায় সরকারকে আরও কার্যকর ভূমিকা রাখতে হবে। এ বিষয়ে সংশ্লিষ্ট মন্ত্রণালয়ের কর্মকর্তারা জানান দ্রুত প্রয়োজনীয় পদক্ষেপ নেওয়া হবে। দেশের রাজনীতি অর্থনীতি ও সামাজিক পরিস্থিতি নিয়ে বিশিষ্টজনেরা বলেন সকলের অংশগ্রহণে একটি সুষ্ঠু ও নিরপেক্ষ নির্বাচন আয়োজন করা এখন সময়ের দাবি। সাধারণ মানুষ শান্তি ও নিরাপত্তা চায় এবং প্রতিটি নাগরিকের অধিকার রক্ষায় সরকারকে আরও কার্যকর ভূমিকা রাখতে হবে। এ বিষয়ে সংশ্লিষ্ট মন্ত্রণালয়ের কর্মকর্তারা জানান দ্রুত প্রয়োজনীয় পদক্ষেপ নেওয়া হবে। দেশের রাজনীতি অর্থনীতি ও সামাজিক পরিস্থিতি নিয়ে বিশিষ্টজনেরা বলেন সকলের অংশগ্রহণে একটি সুষ্ঠু ও নিরপেক্ষ নির্বাচন আয়োজন করা এখন সময়ের দাবি। সাধারণ মানুষ শান্তি ও নিরাপত্তা চায় এবং প্রতিটি নাগরিকের অধিকার রক <box>166 263 332 316</box>
article-body: দেশের রাজনীতি অর্থনীতি ও সামাজিক পরিস্থিতি নিয়ে বিশিষ্টজনেরা বলেন সকলের অংশগ্রহণে একটি সুষ্ঠু ও নিরপেক্ষ নির্বাচন আয়োজন করা এখন সময়ের দাবি। সাধারণ মানুষ শান্তি ও নিরাপত্তা চায় এবং প্রতিটি নাগরিকের অধিকার রক্ষায় সরকারকে আরও কার্যকর ভূমিকা রাখতে হবে। এ বিষয়ে সংশ্লিষ্ট মন্ত্রণালয়ের কর্মকর্তারা জানান দ্রুত প্রয়োজনীয় পদক্ষেপ নেওয়া হবে। দেশের রাজনীতি অর্থনীতি ও সামাজিক পরিস্থিতি নিয়ে বিশিষ্টজনেরা বলেন সকলের অংশগ্রহণে একটি সুষ্ঠু ও নিরপেক্ষ নির্বাচন আয়োজন করা এখন সময়ের দাবি। সাধারণ মানুষ শান্তি ও নিরাপত্তা চায় এবং প্রতিটি নাগরিকের অধিকার রক্ষায় সরকারকে আরও কার্যকর ভূমিকা রাখতে হবে। এ বিষয়ে সংশ্লিষ্ট মন্ত্রণালয়ের কর্মকর্তারা জানান দ্রুত প্রয়োজনীয় পদক্ষেপ নেওয়া হবে। দেশের রাজনীতি অর্থনীতি ও সামাজিক পরিস্থিতি নিয়ে বিশিষ্টজনেরা বলেন সকলের অংশগ্রহণে একটি সুষ্ঠু ও নিরপেক্ষ নির্বাচন আয়োজন করা এখন সময়ের দাবি। সাধারণ মানুষ শান্তি ও নিরাপত্তা চায় এবং প্রতিটি নাগরিকের অধিকার রক্ষায় সরকারকে আরও কার্যকর ভূমিকা রাখতে হবে। এ বিষয়ে সংশ্লিষ্ট মন্ত্রণালয়ের কর্মকর্তারা জানান দ্রুত প্রয়োজনীয় পদক্ষেপ নেওয়া হবে। দেশের রাজনীতি অর্থনীতি ও সামাজিক পরিস্থিতি নিয়ে বিশিষ্টজনেরা বলেন সকলের অংশগ্রহণে একটি সুষ্ঠু ও নিরপেক্ষ নির্বাচন আয়োজন করা এখন সময়ের দাবি। সাধারণ মানুষ শান্তি ও নিরাপত্তা চায় এবং প্রতিটি নাগরিকের অধিকার রক্ষায় সরকারকে আরও কার্যকর ভূমিকা রাখতে হবে। এ বিষয়ে সংশ্লিষ্ট মন্ত্রণালয়ের কর্মকর্তারা জানান দ্রুত প্রয়োজনীয় পদক্ষেপ নেওয়া হবে। দেশের রাজনীতি অর্থনীতি ও সামাজিক পরিস্থিতি নিয়ে বিশিষ্টজনেরা বলেন সকলের অংশগ্রহণে একটি সুষ্ঠু ও নিরপেক্ষ নির্বাচন আয়োজন করা এখন সময়ের দাবি। সাধারণ মানুষ শান্তি ও নিরাপত্তা চায় এবং প্রতিটি নাগরিকের অধিকার রক্ষায় সরকারকে আরও কার্যকর ভূমিকা রাখতে হবে। এ বিষয়ে সংশ্লিষ্ট মন্ত্রণালয়ের কর্মকর্তারা জানান দ্রুত প্রয়োজনীয় পদক্ষেপ নেওয়া হবে। দেশের রাজনীতি অর্থনীতি ও সামাজিক পরিস্থিতি নিয়ে বিশিষ্টজনেরা বলেন সকলের অংশগ্রহণে একটি সুষ্ঠু ও নিরপেক্ষ নির্বাচন আয়োজন করা এখন সময়ের দাবি। সাধারণ মানুষ শান্তি ও নিরাপত্তা চায় এবং প্রতিটি নাগরিকের অধিকার রক্ষায় সরকারকে আরও কার্যকর ভূমিকা রাখতে হবে। এ বিষয়ে সংশ্লিষ্ট মন্ত্রণালয়ের কর্মকর্তারা জানান দ্রুত প্রয়োজনীয় পদক্ষেপ নেওয়া হবে। দেশের রাজনীতি অর্থনীতি ও সামাজিক পরিস্থিতি নিয়ে বিশিষ্টজনেরা বলেন সকলের অংশগ্রহণে একটি সুষ্ঠু ও নিরপেক্ষ নির্বাচন আয়োজন করা এখন সময়ের দাবি। সাধারণ মানুষ শান্তি ও নিরাপত্তা চায় এবং প্রতিটি নাগরিকের অধিকার রক্ষায় সরকারকে আরও কার্যকর ভূমিকা রাখতে হবে। এ বিষয়ে সংশ্লিষ্ট মন্ত্রণালয়ের কর্মকর্তারা জানান দ্রুত প্রয়োজনীয় পদক্ষেপ নেওয়া হবে। দেশের রাজনীতি অর্থনীতি ও সামাজিক পরিস্থিতি নিয়ে বিশিষ্টজনেরা বলেন সকলের অংশগ্রহণে একটি সুষ্ঠু ও নিরপেক্ষ নির্বাচন আয়োজন করা এখন সময়ের দাবি। সাধারণ মানুষ শান্তি ও নিরাপত্তা চায় এবং প্রতিটি নাগরিকের অধিকার রক্ষায় সরকারকে আরও কার্যকর ভূমিকা রাখতে হবে। এ বিষয়ে সংশ্লিষ্ট মন্ত্রণালয়ের কর্মকর্তারা জানান দ্রুত প্রয়োজনীয় পদক্ষেপ নেওয়া হবে। দেশের রাজনীতি অর্থনীতি ও সামাজিক পরিস্থিতি নিয়ে বিশিষ্টজনেরা বলেন সকলের অংশগ্রহণে একটি সুষ্ঠু ও নিরপেক্ষ নির্বাচন আয়োজন করা এখন সময়ের দাবি। সাধারণ মানুষ শান্তি ও নিরাপত্তা চায় এবং প্রতিটি নাগরিকের অধিকার রক্ষায় সরকারকে আরও কার্যকর ভূমিকা রাখতে হবে। এ বিষয়ে সংশ্লিষ্ট মন্ত্রণালয়ের কর্মকর্তারা জানান দ্রুত প্রয়োজনীয় পদক্ষেপ নেওয়া হবে। দেশের রাজনীতি অর্থনীতি ও সামাজিক পরিস্থিতি নিয়ে বিশিষ্টজনেরা বলেন সকলের অংশগ্রহণে একটি সুষ্ঠু ও নিরপেক্ষ নির্বাচন আয়োজন করা এখন সময়ের দাবি। সাধারণ মানুষ শান্তি ও নিরাপত্তা চায় এবং প্রতিটি নাগরিকের অধিকার রক্ষায় সরকারকে আরও কার্যকর ভূমিকা রাখতে হবে। এ বিষয়ে সংশ্লিষ্ট মন্ত্রণালয়ের কর্মকর্তারা জানান দ্রুত প্রয়োজনীয় পদক্ষেপ নেওয়া হবে। দেশের রাজনীতি অর্থনীতি ও সামাজিক পরিস্থিতি নিয়ে বিশিষ্টজনেরা বলেন সকলের অংশগ্রহণে একটি সুষ্ঠু ও নিরপেক্ষ নির্বাচন আয়োজন করা এখন সময়ের দাবি। সাধারণ মানুষ শান্তি ও নিরাপত্তা চায় এবং প্রতিটি নাগরিকের অধিকার রক্ষায় সরকারকে আরও কার্যকর ভূমিকা রাখতে হবে। এ বিষয়ে সংশ্লিষ্ট মন্ত্রণালয়ের কর্মকর্তারা জানান দ্রুত প্রয়োজনীয় পদক্ষেপ নেওয়া হবে। দেশের রাজনীতি অর্থনীতি ও সামাজিক পরিস্থিতি নিয়ে বিশিষ্টজনেরা বলেন সকলের অংশগ্রহণে একটি সুষ্ঠু ও নিরপেক্ষ নির্বাচন আয়োজন করা এখন সময়ের দাবি। সাধারণ মানুষ শান্তি ও নিরাপত্তা চায় এবং প্রতিটি নাগরিকের অধিকার রক্ষায় সরকারকে আরও কার্যকর ভূমিকা রাখতে হবে। এ বিষয়ে সংশ্লিষ্ট মন্ত্রণালয়ের কর্মকর্তারা জানান দ্রুত প্রয়োজনীয় পদক্ষেপ নেওয়া হবে। দেশের রাজনীতি অর্থনীতি ও সামাজিক পরিস্থিতি নিয়ে বিশিষ্টজনেরা বলেন সকলের অংশগ্রহণে একটি সুষ্ঠু ও নিরপেক্ষ নির্বাচন আয়োজন করা এখন সময়ের দাবি। সাধারণ মানুষ শান্তি ও নিরাপত্তা চায় এবং প্রতিটি নাগরিকের অধিকার রক্ষায় সরকারকে আরও কার্যকর ভূমিকা রাখতে হবে। এ বিষয়ে সংশ্লিষ্ট মন্ত্রণালয়ের কর্মকর্তারা জানান দ্রুত প্রয়োজনীয় পদক্ষেপ নেওয়া হবে। দেশের রাজনীতি অর্থনীতি ও সামাজিক পরিস্থিতি নিয়ে বিশিষ্টজনেরা বলেন সকলের অংশগ্রহণে একটি সুষ্ঠু ও নিরপেক্ষ নির্বাচন আয়োজন করা এখন সময়ের দাবি। সাধারণ মানুষ শান্তি ও নিরাপত্তা চায় এবং প্রতিটি নাগরিকের অধিকার রক্ষায় সরকারকে আরও কার্যকর ভূমিকা রাখতে হবে। এ বিষয়ে সংশ্লিষ্ট মন্ত্রণালয়ের কর্মকর্তারা জানান দ্রুত প্রয়োজনীয় পদক্ষেপ নেওয়া হবে। দেশের রাজনীতি অর্থনীতি ও সামাজিক পরিস্থিতি নিয়ে বিশিষ্টজনেরা বলেন সকলের অংশগ্রহণে একটি সুষ্ঠু ও নিরপেক্ষ নির্বাচন আয়োজন করা এখন সময়ের দাবি। সাধারণ মানুষ শান্তি ও নিরাপত্তা চায় এবং প্রতিটি নাগরিকের অধিকার রক্ষায় সরকারকে আরও কার্যকর ভূমিকা রাখতে হবে। এ বিষয়ে সংশ্লিষ্ট মন্ত্রণালয়ের কর্মকর্তারা জানান দ্রুত প্রয়োজনীয় পদক্ষেপ নেওয়া হবে। দেশের রাজনীতি অর্থনীতি ও সামাজিক পরিস্থিতি নিয়ে বিশিষ্টজনেরা বলেন সকলের অংশগ্রহণে একটি সুষ্ঠু ও নিরপেক্ষ <box>336 513 530 763</box>
article-body: দেশের রাজনীতি অর্থনীতি ও সামাজিক পরিস্থিতি নিয়ে বিশিষ্টজনেরা বলেন সকলের অংশগ্রহণে একটি সুষ্ঠু ও নিরপেক্ষ নির্বাচন আয়োজন করা এখন সময়ের দাবি। সাধারণ মানুষ শান্তি ও নিরাপত্তা চায় এবং প্রতিটি নাগরিকের অধিকার রক্ষায় সরকারকে আরও কার্যকর ভূমিকা রাখতে হবে। এ বিষয়ে সংশ্লিষ্ট মন্ত্রণালয়ের কর্মকর্তারা জানান দ্রুত প্রয়োজনীয় পদক্ষেপ নেওয়া হবে। দেশের রাজনীতি অর্থনীতি ও সামাজিক পরিস্থিতি নিয়ে বিশিষ্টজনেরা বলেন সকলের অংশগ্রহণে একটি সুষ্ঠু ও নিরপেক্ষ নির্বাচন আয়োজন করা এখন সময়ের দাবি। সাধারণ মানুষ শান্তি ও নিরাপত্তা চায় এবং প্রতিটি নাগরিকের অধিকার রক্ষায় সরকারকে আরও কার্যকর ভূমিকা রাখতে হবে। এ বিষয়ে সংশ্লিষ্ট মন্ত্রণালয়ের কর্মকর্তারা জানান দ্রুত প্রয়োজনীয় পদক্ষেপ নেওয়া হবে। দেশের রাজনীতি অর্থনীতি ও সামাজিক পরিস্থিতি নিয়ে বিশিষ্টজনেরা বলেন সকলের অংশগ্রহণে একটি সুষ্ঠু ও নিরপেক্ষ নির্বাচন আয়োজন করা এখন সময়ের দাবি। সাধারণ মানুষ শান্তি ও নিরাপত্তা চায় এবং প্রতিটি নাগরিকের অধিকার রক্ষায় সরকারকে আরও কার্যকর ভূমিকা রাখতে হবে। এ বিষয়ে সংশ্লিষ্ট মন্ত্রণালয়ের কর্মকর্তারা জানান দ্রুত প্রয়োজনীয় পদক্ষেপ নেওয়া হবে। দেশের রাজনীতি অর্থনীতি ও সামাজিক পরিস্থিতি নিয়ে বিশিষ্টজনেরা বলেন সকলের অংশগ্রহণে একটি সুষ্ঠু ও নিরপেক্ষ নির্বাচন আয়োজন ক <box>166 50 332 118</box>
article-body: দেশের রাজনীতি অর্থনীতি ও সামাজিক পরিস্থিতি নিয়ে বিশিষ্টজনেরা বলেন সকলের অংশগ্রহণে একটি সুষ্ঠু ও নিরপেক্ষ নির্বাচন আয়োজন করা এখন সময়ের দাবি। সাধারণ মানুষ শান্তি ও নিরাপত্তা চায় এবং প্রতিটি নাগরিকের অধিকার রক্ষায় সরকারকে আরও কার্যকর ভূমিকা রাখতে হবে। এ বিষয়ে সংশ্লিষ্ট মন্ত্রণালয়ের কর্মকর্তারা জানান দ্রুত প্রয়োজনীয় পদক্ষেপ নেওয়া হবে। দেশের রাজনীতি অর্থনীতি ও সামাজিক পরিস্থিতি নিয়ে বিশিষ্টজনেরা বলেন সকলের অংশগ্রহণে একটি সুষ্ঠু ও নিরপেক্ষ নির্বাচন আয়োজন করা এখন সময়ের দাবি। সাধারণ মানুষ শান্তি ও নিরাপত্তা চায় এবং প্রতিটি নাগরিকের অধিকার রক্ষায় সরকারকে আরও কার্যকর ভূমিকা রাখতে হবে। এ বিষয়ে সংশ্লিষ্ট মন্ত্রণালয়ের কর্মকর্তারা জানান দ্রুত প্রয়োজনীয় পদক্ষেপ নেওয়া হবে। দেশের রাজনীতি অর্থনীতি ও সামাজিক পরিস্থিতি নিয়ে বিশিষ্টজনেরা বলেন সকলের অংশগ্রহণে একটি সুষ্ঠু ও নিরপেক্ষ নির্বাচন আয়োজন করা এখন সময়ের দাবি। সাধারণ মানুষ শান্তি ও নিরাপত্তা চায় এবং প্রতিটি নাগরিকের অধিকার রক <box>166 409 332 462</box>
article-headline[interactable]: নির্বাচন তারেক রহমানের <box>166 245 332 263</box>
article-body: দেশের রাজনীতি অর্থনীতি ও সামাজিক পরিস্থিতি নিয়ে বিশিষ্টজনেরা বলেন সকলের অংশগ্রহণে একটি সুষ্ঠু ও নিরপেক্ষ নির্বাচন আয়োজন করা এখন সময়ের দাবি। সাধারণ মানুষ শান্তি ও নিরাপত্তা চায় এবং প্রতিটি নাগরিকের অধিকার রক্ষায় সরকারকে আরও কার্যকর ভূমিকা রাখতে হবে। এ বিষয়ে সংশ্লিষ্ট মন্ত্রণালয়ের কর্মকর্তারা জানান দ্রুত প্রয়োজনীয় পদক্ষেপ নেওয়া হবে। দেশের রাজনীতি অর্থনীতি ও সামাজিক পরিস্থিতি নিয়ে বিশিষ্টজনেরা বলেন সকলের অংশগ্রহণে একটি সুষ্ঠু ও নিরপেক্ষ নির্বাচন আয়োজন করা এখন সময়ের দাবি। সাধারণ মানুষ শান্তি ও নিরাপত্তা চায় এবং প্রতিটি নাগরিকের অধিকার রক্ষায় সরকারকে আরও কার্যকর ভূমিকা রাখতে হবে। এ বিষয়ে সংশ্লিষ্ট মন্ত্রণালয়ের কর্মকর্তারা জানান দ্রুত প্রয়োজনীয় পদক্ষেপ নেওয়া হবে। দেশের রাজনীতি অর্থনীতি ও সামাজিক পরিস্থিতি নিয়ে বিশিষ্টজনেরা বলেন সকলের অংশগ্রহণে একটি সুষ্ঠু ও নিরপেক্ষ নির্বাচন আয়োজন করা এখন সময়ের দাবি। সাধারণ মানুষ শান্তি ও নিরাপত্তা চায় এবং প্রতিটি নাগরিকের অধিকার রক্ষায় সরকারকে আরও কার্যকর ভূমিকা রাখতে হবে। এ বিষয়ে সংশ্লিষ্ট মন্ত্রণালয়ের কর্মকর্তারা জানান দ্রুত প্রয়োজনীয় পদক্ষেপ নেওয়া হবে। দেশের রাজনীতি অর্থনীতি ও সামাজিক পরিস্থিতি নিয়ে বিশিষ্টজনেরা বলেন সকলের অংশগ্রহণে একটি সুষ্ঠু ও নিরপেক্ষ নির্বাচন আয়োজন করা এখন সময়ের দাবি। সাধারণ মানুষ শান্তি ও নিরাপত্তা চায় এবং প্রতিটি নাগরিকের অধিকার রক্ষায় সরকারকে আরও কার্যকর ভূমিকা রাখতে হবে। এ বিষয়ে সংশ্লিষ্ট মন্ত্রণালয়ের কর্মকর্তারা জানান দ্রুত প্রয়োজনীয় পদক্ষেপ নেওয়া হবে। দেশের রাজনীতি অর্থনীতি ও সামাজিক পরিস্থিতি নিয়ে বিশিষ্টজনেরা বলেন সকলের অংশগ্রহণে একটি সুষ্ঠু ও নিরপেক্ষ নির্বাচন আয়োজন করা এখন সময়ের দাবি। সাধারণ মানুষ শান্তি ও নিরাপত্তা চায় এবং প্রতিটি নাগরিকের অধিকার রক্ষায় সরকারকে আরও কার্যকর ভূমিকা রাখতে হবে। এ বিষয়ে সংশ্লিষ্ট মন্ত্রণালয়ের কর্মকর্তারা জানান দ্রুত প্রয়োজনীয় পদক্ষেপ নেওয়া হবে। দেশের রাজনীতি অর্থনীতি ও সামাজিক পরিস্থিতি নিয়ে বিশিষ্টজনেরা বলেন সকলের অংশগ <box>166 138 332 243</box>
article-byline: সকালের সময় প্রতিবেদক <box>336 88 381 93</box>
article-headline[interactable]: বিমানবন্দর ফ্রন্ট <box>166 464 332 482</box>
article-headline[interactable]: স্থিতিশীলতার সন্ধানে অন্তর্বর্তীকালীন সরকার <box>336 207 530 247</box>
section-label <box>28 1 168 25</box>
article-byline: সকালের সময় প্রতিবেদক <box>336 251 381 257</box>
article-body: দেশের রাজনীতি অর্থনীতি ও সামাজিক পরিস্থিতি নিয়ে বিশিষ্টজনেরা বলেন সকলের অংশগ্রহণে একটি সুষ্ঠু ও নিরপেক্ষ নির্বাচন আয়োজন করা এখন সময়ের দাবি। সাধারণ মানুষ শান্তি ও নিরাপত্তা চায় এবং প্রতিটি নাগরিকের অধিকার রক্ষায় সরকারকে আরও কার্যকর ভূমিকা রাখতে হবে। এ বিষয়ে সংশ্লিষ্ট মন্ত্রণালয়ের কর্মকর্তারা জানান দ্রুত প্রয়োজনীয় পদক্ষেপ নেওয়া হবে। দেশের রাজনীতি অর্থনীতি ও সামাজিক পরিস্থিতি নিয়ে বিশিষ্টজনেরা বলেন সকলের অংশগ্রহণে একটি সুষ্ঠু ও নিরপেক্ষ নির্বাচন আয়োজন করা এখন সময়ের দাবি। সাধারণ মানুষ শান্তি ও নিরাপত্তা চায় এবং প্রতিটি নাগরিকের অধিকার রক্ষায় সরকারকে আরও কার্যকর ভূমিকা রাখতে হবে। এ বিষয়ে সংশ্লিষ্ট মন্ত্রণালয়ের কর্মকর্তারা জানান দ্রুত প্রয়োজনীয় পদক্ষেপ নেওয়া হবে। দেশের রাজনীতি অর্থনীতি ও সামাজিক পরিস্থিতি নিয়ে বিশিষ্টজনেরা বলেন সকলের অংশগ্রহণে একটি সুষ্ঠু ও নিরপেক্ষ নির্বাচন আয়োজন করা এখন সময়ের দাবি। সাধারণ মানুষ শান্তি ও নিরাপত্তা চায় এবং প্রতিটি নাগরিকের অধিকার রক্ষায় সরকারকে আরও কার্যকর ভূমিকা রাখতে হবে। এ বিষয়ে সংশ্লিষ্ট মন্ত্রণালয়ের কর্মকর্তারা জানান দ্রুত প্রয়োজনীয় পদক্ষেপ নেওয়া হবে। দেশের রাজনীতি অর্থনীতি ও সামাজিক পরিস্থিতি নিয়ে বিশিষ্টজনেরা বলেন সকলের অংশগ্রহণে একটি সুষ্ঠু ও নিরপেক্ষ নির্বাচন আয়োজন করা এখন সময়ের দাবি। সাধারণ মানুষ শান্তি ও নিরাপত্তা চায় এবং প্রতিটি <box>4 268 162 342</box>
column-4 <box>534 30 696 906</box>
article-byline: সকালের সময় প্রতিবেদক <box>534 281 579 287</box>
article-headline[interactable]: আই হ্যাভ আ <box>4 250 162 268</box>
article-headline[interactable]: তারেক রহমানের স্বদেশে <box>166 120 332 138</box>
column-3 <box>336 30 530 906</box>
article-headline[interactable]: তারেক রহমানের প্রত্যাবর্তন <box>4 120 162 138</box>
masthead-logo: সকালের সময় <box>560 2 696 26</box>
article-body: দেশের রাজনীতি অর্থনীতি ও সামাজিক পরিস্থিতি নিয়ে বিশিষ্টজনেরা বলেন সকলের অংশগ্রহণে একটি সুষ্ঠু ও নিরপেক্ষ নির্বাচন আয়োজন করা এখন সময়ের দাবি। সাধারণ মানুষ শান্তি ও নিরাপত্তা চায় এবং প্রতিটি নাগরিকের অধিকার রক্ষায় সরকারকে আরও কার্যকর ভূমিকা রাখতে হবে। এ বিষয়ে সংশ্লিষ্ট মন্ত্রণালয়ের কর্মকর্তারা জানান দ্রুত প্রয়োজনীয় পদক্ষেপ নেওয়া হবে। দেশের রাজনীতি অর্থনীতি ও সামাজিক পরিস্থিতি নিয়ে বিশিষ্টজনেরা বলেন সকলের অংশগ্রহণে একটি সুষ্ঠু ও নিরপেক্ষ নির্বাচন আয়োজন করা এখন সময়ের দাবি। সাধারণ মানুষ শান্তি ও নিরাপত্তা চায় এবং প্রতিটি নাগরিকের অধিকার রক্ষায় সরকারকে আরও কার্যকর ভূমিকা রাখতে হবে। এ বিষয়ে সংশ্লিষ্ট মন্ত্রণালয়ের কর্মকর্তারা জানান দ্রুত প্রয়োজনীয় পদক্ষেপ নেওয়া হবে। দেশের রাজনীতি অর্থনীতি ও সামাজিক পরিস্থিতি নিয়ে বিশিষ্টজনেরা বলেন সকলের অংশগ্রহণে একটি সুষ্ঠু ও নিরপেক্ষ নির্বাচন আয়োজন করা এখন সময়ের দাবি। সাধারণ মানুষ শান্তি ও নিরাপত্তা চায় এবং প্রতিটি নাগরিকের অধিকার রক্ষায় সরকারকে আরও কার্যকর ভূমিকা রাখতে হবে। এ বিষয়ে সংশ্লিষ্ট মন্ত্রণালয়ের কর্মকর্তারা জানান দ্রুত প্রয়োজনীয় পদক্ষেপ নেওয়া হবে। দেশের রাজনীতি অর্থনীতি ও সামাজিক পরিস্থিতি নিয়ে বিশিষ্টজনেরা বলেন সকলের অংশগ্রহণে একটি সুষ্ঠু ও নিরপেক্ষ নির্বাচন আয়োজন করা এখন সময়ের দাবি। সাধারণ মানুষ শান্তি ও নিরাপত্তা চায় এবং প্রতিটি নাগরিকের অধিকার রক্ষায় সরকারকে আরও কার্যকর ভূমিকা রাখতে হবে। এ বিষয়ে সংশ্লিষ্ট মন্ত্রণালয়ের কর্মকর্তারা জানান দ্রুত প্রয়োজনীয় পদক্ষেপ নেওয়া হবে। দেশের রাজনীতি অর্থনীতি ও সামাজিক পরিস্থিতি নিয়ে বিশিষ্টজনেরা বলেন সকলের অংশগ্রহণে একটি সুষ্ঠু ও নিরপেক্ষ নির্বাচন আয়োজন করা এখন সময়ের দাবি। সাধারণ মানুষ শান্তি ও নিরাপত্তা চায় এবং প্রতিটি নাগরিকের অধিকার রক্ষায় সরকারকে আরও কার্যকর ভূমিকা রাখতে হবে। এ বিষয়ে সংশ্লিষ্ট মন্ত্রণালয়ের কর্মকর্তারা জানান দ্রুত প্রয়োজনীয় পদক্ষেপ নেওয়া হবে। দেশের রাজনীতি অর্থনীতি ও সামাজিক পরিস্থিতি নিয়ে বিশিষ্টজনেরা বলেন সকলের অংশগ্রহণে একটি সুষ্ঠু ও নিরপেক্ষ নির্বাচন <box>4 138 162 248</box>
article-body: দেশের রাজনীতি অর্থনীতি ও সামাজিক পরিস্থিতি নিয়ে বিশিষ্টজনেরা বলেন সকলের অংশগ্রহণে একটি সুষ্ঠু ও নিরপেক্ষ নির্বাচন আয়োজন করা এখন সময়ের দাবি। সাধারণ মানুষ শান্তি ও নিরাপত্তা চায় এবং প্রতিটি নাগরিকের অধিকার রক্ষায় সরকারকে আরও কার্যকর ভূমিকা রাখতে হবে। এ বিষয়ে সংশ্লিষ্ট মন্ত্রণালয়ের কর্মকর্তারা জানান দ্রুত প্রয়োজনীয় পদক্ষেপ নেওয়া হবে। দেশের রাজনীতি অর্থনীতি ও সামাজিক পরিস্থিতি নিয়ে বিশিষ্টজনেরা বলেন সকলের অংশগ্রহণে একটি সুষ্ঠু ও নিরপেক্ষ নির্বাচন আয়োজন করা এখন সময়ের দাবি। সাধারণ মানুষ শান্তি ও নিরাপত্তা চায় এবং প্রতিটি নাগরিকের অধিকার রক্ষায় সরকারকে আরও কার্যকর ভূমিকা রাখতে হবে। এ বিষয়ে সংশ্লিষ্ট মন্ত্রণালয়ের কর্মকর্তারা জানান দ্রুত প্রয়োজনীয় পদক্ষেপ নেওয়া হবে। দেশের রাজনীতি অর্থনীতি ও সামাজিক পরিস্থিতি নিয়ে বিশিষ্টজনেরা বলেন সকলের অংশগ্রহণে একটি সুষ্ঠু ও নিরপেক্ষ নির্বাচন আয়োজন করা এখন সময়ের দাবি। সাধারণ মানুষ শান্তি ও নিরাপত্তা চায় এবং প্রতিটি নাগরিকের অধিকার রক্ষায় সরকারকে আরও কার্যকর ভূমিকা রাখতে হবে। এ বিষয়ে সংশ্লিষ্ট মন্ত্রণালয়ের কর্মকর্তারা জানান দ্রুত প্রয়োজনীয় পদক্ষেপ নেওয়া হবে। দেশের রাজনীতি অর্থনীতি ও সামাজিক পরিস্থিতি নিয়ে বিশিষ্টজনেরা বলেন সকলের অংশগ্রহণে একটি সুষ্ঠু ও নিরপেক্ষ নির্বাচন আয়োজন করা এখন সময়ের দাবি। সাধারণ মানুষ শান্তি ও নিরাপত্তা চায় এবং প্রতিটি নাগরিকের অধিকার রক্ষায় সরকারকে আরও কার্যকর ভূমিকা রাখতে হবে। এ বিষয়ে সংশ্লিষ্ট মন্ত্রণালয়ের কর্মকর্তারা জানান দ্রুত প্রয়োজনীয় পদক্ষেপ নেওয়া হবে। দেশের রাজনীতি অর্থনীতি ও সামাজিক পরিস্থিতি নিয়ে বিশিষ্টজনেরা বলেন সকলের অংশগ্রহণে একটি সুষ্ঠু ও নিরপেক্ষ নির্বাচন আয়োজন করা এখন সময়ের দাবি। সাধারণ মানুষ শান্তি ও নিরাপত্তা চায় এবং প্রতিটি নাগরিকের অধিকার রক্ষায় সরকারকে আরও কার্যকর ভূমিকা রাখতে হবে। এ বিষয়ে সংশ্লিষ্ট মন্ত্রণালয়ের কর্মকর্তারা জানান দ্রুত প্রয়োজনীয় পদক্ষেপ নেওয়া হবে। দেশের রাজনীতি অর্থনীতি ও সামাজিক পরিস্থিতি নিয়ে বিশিষ্টজনেরা বলেন সকলের অংশগ্রহণে একটি সুষ্ঠু ও নিরপেক্ষ নির্বাচন আয়োজন করা এখন সময়ের দাবি। সাধারণ মানুষ শান্তি ও নিরাপত্তা চায় এবং প্রতিটি নাগরিকের অধিকার রক্ষায় সরকারকে আরও কার্যকর ভূমিকা রাখতে হবে। এ বিষয়ে সংশ্লিষ্ট মন্ত্রণালয়ের কর্মকর্তারা জানান দ্রুত প্রয়োজনীয় পদক্ষেপ নেওয়া হবে। দেশের রাজনীতি অর্থনীতি ও সামাজিক পরিস্থিতি নিয়ে বিশিষ্টজনেরা বলেন সকলের অংশগ্রহণে একটি সুষ্ঠু ও নিরপেক্ষ নির্বাচন আয়োজন করা এখন সময়ের দাবি। সাধারণ মানুষ শান্তি ও নিরাপত্তা চায় এবং প্রতিটি নাগরিকের অধিকার রক্ষায় সরকারকে আরও কার্যকর ভূমিকা রাখতে হবে। এ বিষয়ে সংশ্লিষ্ট মন্ত্রণালয়ের কর্মকর্তারা জানান দ্রুত প্রয়োজনীয় পদক্ষেপ নেওয়া হবে। দেশের রাজনীতি অর্থনীতি ও সামাজিক পরিস্থিতি নিয়ে বিশিষ্টজনেরা বলেন সকলের অংশগ্রহণে একটি সুষ্ঠু ও নিরপেক্ষ নির্বাচন আয়োজন করা এখন সময়ের দাবি। সাধারণ মানুষ শান্তি ও নিরাপত্তা চায় এবং প্রতিটি নাগরিকের অধিকার রক্ষায় সরকারকে আরও কার্যকর ভূমিকা রাখতে হবে। এ বিষয়ে সংশ্লিষ্ট মন্ত্রণালয়ের কর্মকর্তারা জানান দ্রুত প্রয়োজনীয় পদক্ <box>534 80 696 236</box>
article-headline[interactable]: বিমানবন্দর সড়কে গাড়ি <box>4 537 162 555</box>
article-body: দেশের রাজনীতি অর্থনীতি ও সামাজিক পরিস্থিতি নিয়ে বিশিষ্টজনেরা বলেন সকলের অংশগ্রহণে একটি সুষ্ঠু ও নিরপেক্ষ নির্বাচন আয়োজন করা এখন সময়ের দাবি। সাধারণ মানুষ শান্তি ও নিরাপত্তা চায় এবং প্রতিটি নাগরিকের অধিকার রক্ষায় সরকারকে আরও কার্যকর ভূমিকা রাখতে হবে। এ বিষয়ে সংশ্লিষ্ট মন্ত্রণালয়ের কর্মকর্তারা জানান দ্রুত প্রয়োজনীয় পদক্ষেপ নেওয়া হবে। দেশের রাজনীতি অর্থনীতি ও সামাজিক পরিস্থিতি নিয়ে বিশিষ্টজনেরা বলেন সকলের অংশগ্রহণে একটি সুষ্ঠু ও নিরপেক্ষ নির্বাচন আয়োজন করা এখন সময়ের দাবি। সাধারণ মানুষ শান্তি ও নিরাপত্তা চায় এবং প্রতিটি নাগরিকের অধিকার রক্ষায় সরকারকে আরও কার্যকর ভূমিকা রাখতে হবে। এ বিষয়ে সংশ্লিষ্ট মন্ত্রণালয়ের কর্মকর্তারা জানান দ্রুত প্রয়োজনীয় পদক্ষেপ নেওয়া হবে। দেশের রাজনীতি অর্থনীতি ও সামাজিক পরিস্থিতি নিয়ে বিশিষ্টজনেরা বলেন সকলের অংশগ্রহণে একটি সুষ্ঠু ও নিরপেক্ষ নির্বাচন আয়োজন করা এখন সময়ের দাবি। সাধারণ মানুষ শান্তি ও নিরাপত্তা চায় এবং প্রতিটি নাগরিকের অধিকার রক্ষায় সরকারকে আরও কার্যকর ভূমিকা রাখতে হবে। এ বিষয়ে সংশ্লিষ্ট মন্ত্রণালয়ের কর্মকর্তারা জানান দ্রুত প্রয়োজনীয় পদক্ষেপ নেওয়া হবে। দেশের রাজনীতি অর্থনীতি ও সামাজিক পরিস্থিতি নিয়ে বিশিষ্টজনেরা বলেন সকলের অংশগ্রহণে একটি সুষ্ঠু ও নিরপেক্ষ নির্বাচন আয়োজন করা এখন সময়ের দাবি। সাধারণ মানুষ শান্তি ও নিরাপত্তা চায় এবং প্রতিটি নাগরিকের অধিকার রক্ষায় সরকারকে আরও কার্যকর ভূমিকা রাখতে হবে। এ বিষয়ে সংশ্লিষ্ট মন্ত্রণালয়ের কর্মকর্তারা জানান দ্রুত প্রয়োজনীয় পদক্ষেপ নেওয়া হবে। দেশের রাজনীতি অর্থনীতি ও সামাজিক পরিস্থিতি নিয়ে বিশিষ্টজনেরা বলেন সকলের অংশগ্রহণে একটি সুষ্ঠু ও নিরপেক্ষ নির্বাচন আয়োজন করা এখন সময়ের দাবি। সাধারণ মানুষ শান্তি ও নিরাপত্তা চায় এবং প্রতিটি নাগরিকের অধিকার রক্ষায় সরকারকে আরও কার্যকর ভূমিকা রাখতে হবে। এ বিষয়ে সংশ্লিষ্ট মন্ত্রণালয়ের কর্মকর্তারা জানান দ্রুত প্রয়োজনীয় পদক্ষেপ নেওয়া হবে। দেশের রাজনীতি অর্থনীতি ও সামাজিক পরিস্থিতি নিয়ে বিশিষ্টজনেরা বলেন সকলের অংশগ্রহণে একটি সুষ্ঠু ও নিরপেক্ষ নির্বাচন আয়োজন করা এখন সময়ের দাবি। সাধারণ মানুষ শান্তি ও নিরাপত্তা চায় এবং প্রতিটি নাগরিকের অধিকার রক্ষায় সরকারকে আরও কার্যকর ভূমিকা রাখতে হবে। এ বিষয়ে সংশ্লিষ্ট মন্ত্রণালয়ের কর্মকর্তারা জানান দ্রুত প্রয়োজনীয় পদক্ষেপ নেওয়া হবে। দেশের রাজনীতি অর্থনীতি ও সামাজিক পরিস্থিতি নিয়ে বিশিষ্টজনেরা বলেন সকলের অংশগ্রহণে একটি সুষ্ঠু ও নিরপেক্ষ নির্বাচন আয়োজন করা এখন সময়ের দাবি। সাধারণ মানুষ শান্তি ও নিরাপত্তা চায় এবং প্রতিটি নাগরিকের অধিকার রক্ষায় সরকারকে আরও কার্যকর ভূমিকা রাখতে হবে। এ বিষয়ে সংশ্লিষ্ট মন্ত্রণালয়ের কর্মকর্তারা জানান দ্রুত প্রয়োজনীয় পদক্ষেপ নেওয়া হবে। দেশের রাজনীতি অর্থনীতি ও সামাজিক পরিস্থিতি নিয়ে বিশিষ্টজনেরা বলেন সকলের অংশগ্রহণে একটি সুষ্ঠু ও নিরপেক্ষ নির্বাচন আয়োজন করা এখন সময়ের দাবি। সাধারণ মানুষ শান্তি ও নিরাপত্তা চায় এবং প্রতিটি নাগরিকের অধিকার রক্ষায় সরকারকে আরও কার্যকর ভূমিকা রাখতে হবে। এ বিষয়ে সংশ্লিষ্ট মন্ত্রণালয়ের কর্মকর্তারা জানান দ্রুত প্রয়োজনীয় পদক্ষেপ নেওয়া হবে। দেশের রাজনীতি অর্থনীতি ও সামাজিক পরিস্থিতি নিয়ে বিশিষ্টজনেরা বলেন সকলের অংশগ্রহণে একটি সুষ্ঠু ও নিরপেক্ষ নির্বাচন আয়োজন করা এখন সময়ের দাবি। সাধারণ মানুষ শান্তি ও নিরাপত্তা চায় এবং প্রতিটি নাগরিকের অধিকার রক্ষায় সরকারকে আরও কার্যকর ভূমিকা রাখতে হবে। এ বিষয়ে সংশ্লিষ্ট মন্ত্রণালয়ের কর্মকর্তারা জানান দ্রুত প্রয়োজনীয় পদক্ষেপ নেওয়া হবে। দেশের রাজনীতি অর্থনীতি ও সামাজিক পরিস্থিতি নিয়ে বিশিষ্টজনেরা বলেন সকলের অংশগ্রহণে একটি সুষ্ঠু ও নিরপেক্ষ নির্বাচন আয়োজন করা এখন সময়ের দাবি। সাধারণ মানুষ শান্তি ও নিরাপত্তা চায় এবং প্রতিটি নাগরিকের অধিকার রক্ষায় সরকারকে আরও কার্যকর ভূমিকা রাখতে হবে। এ বিষয়ে সংশ্লিষ্ট মন্ত্রণালয়ের কর্মকর্তারা জানান দ্রুত প্রয়োজনীয় পদক্ষেপ নেওয়া হবে। দেশের রাজনীতি অর্থনীতি ও সামাজিক পরিস্থিতি নিয়ে বিশিষ্টজনেরা বলেন সকলের অংশগ্রহণে একটি সুষ্ঠু ও নিরপেক্ষ নির্বাচন আয়োজন করা এখন সময়ের দাবি। সাধারণ মানুষ শান্তি ও নিরাপত্তা চায় এবং প্রতিটি নাগরিকের অধিকার রক্ষায় সরকারকে আরও কার্যকর ভূমিকা রাখতে হবে। এ বিষয়ে সংশ্লিষ্ট মন্ত্রণালয়ের কর্মকর্তারা জানান দ্রুত প্রয়োজনীয় পদক্ষেপ নেওয়া হবে। দেশের রাজনীতি অর্থনীতি ও সামাজিক পরিস্থিতি নিয়ে বিশিষ্টজনেরা বলেন সকলের অংশগ্রহণে একটি সুষ্ঠু ও নিরপেক্ষ নির্বাচন আয়োজন করা এখন সময়ের দাবি। সাধারণ মানুষ শান্তি ও নিরাপত্তা চায় এবং প্রতিটি নাগরিকের অধিকার রক্ষায় সরকারকে আরও কার্যকর ভূমিকা রাখতে হবে। এ বিষয়ে সংশ্লিষ্ট মন্ত্রণালয়ের কর্মকর্তারা জানান দ্রুত প্রয়োজনীয় পদক্ষেপ নেওয়া হবে। দেশের রাজনীতি অর্থনীতি ও সামাজিক পরিস্থিতি নিয়ে বিশিষ্টজনেরা বলেন সকলের অংশগ্রহণে এ <box>336 258 530 461</box>
column-divider <box>333 30 334 906</box>
column-divider <box>531 30 532 906</box>
